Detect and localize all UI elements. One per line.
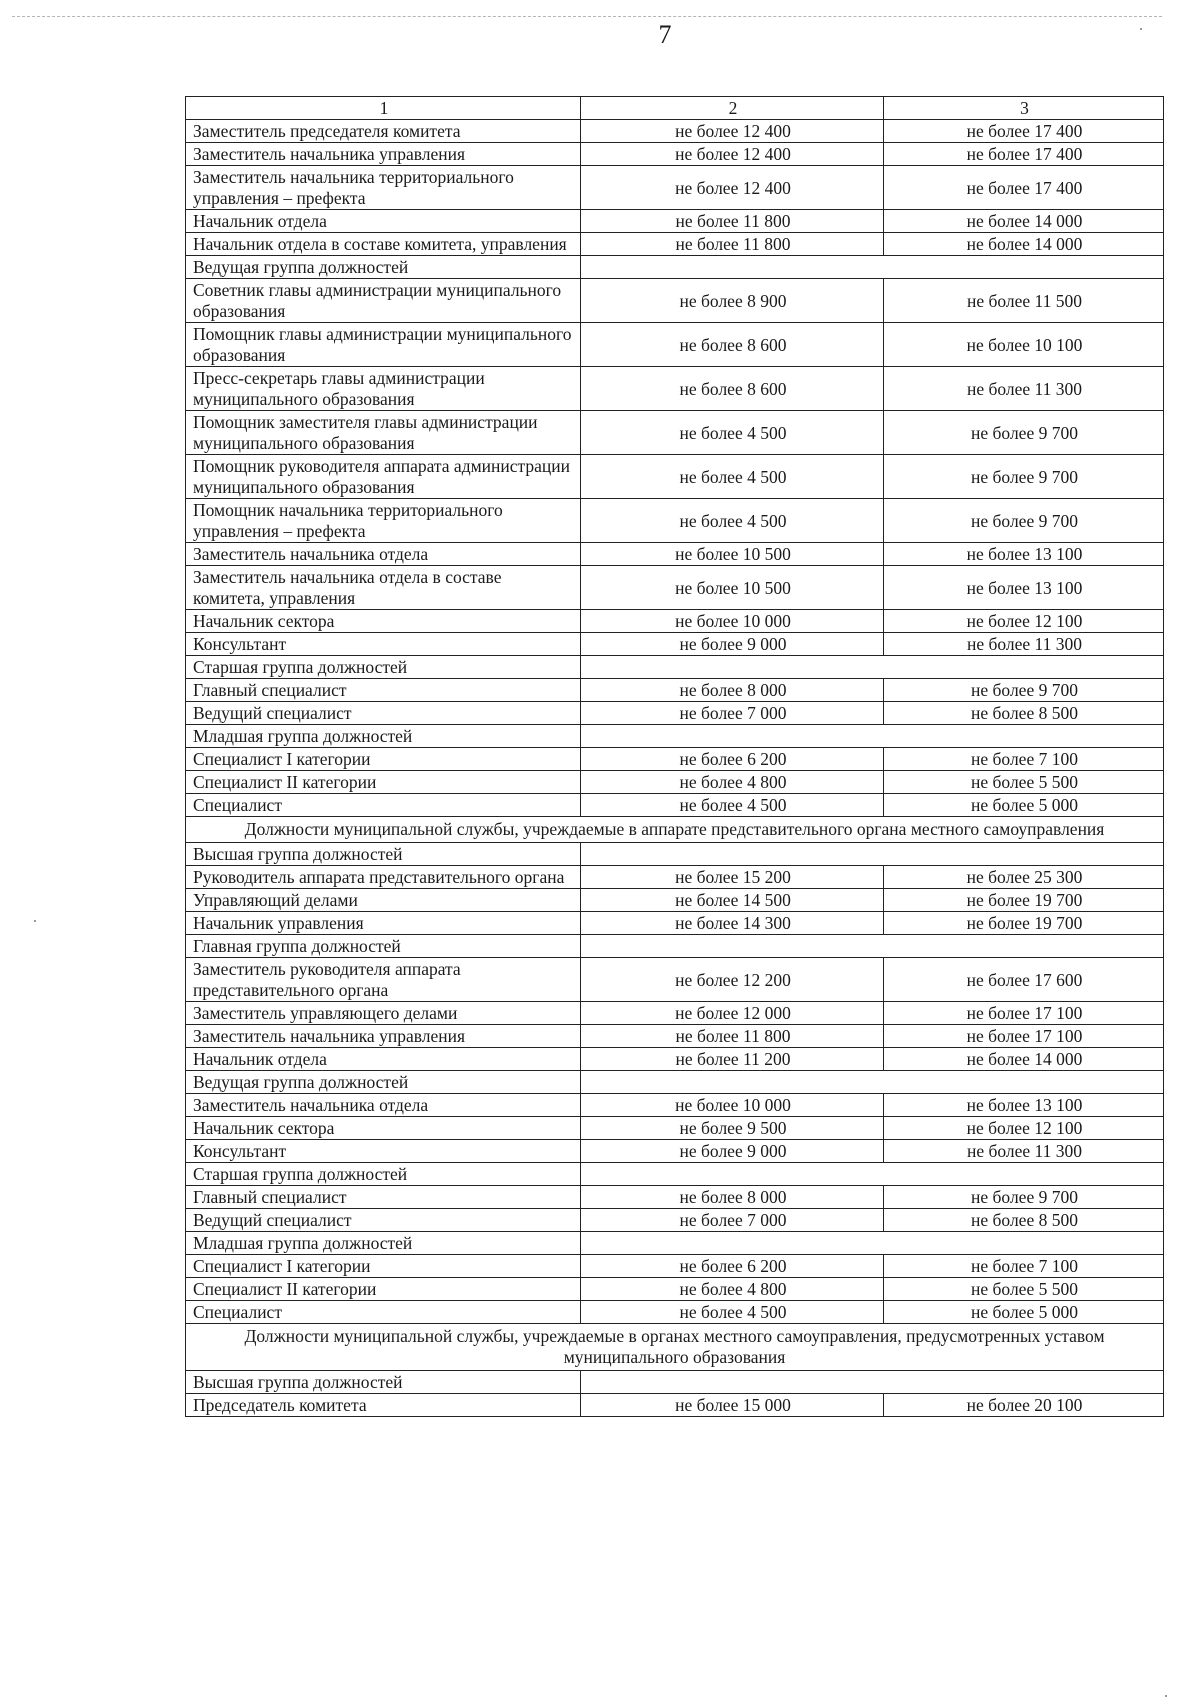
- table-row: [186, 958, 1164, 1002]
- section-title: Должности муниципальной службы, учреждаемые в аппарате представительного органа местного самоуправления: [186, 817, 1164, 843]
- salary-max-cell: не более 9 700: [884, 455, 1164, 499]
- salary-max-cell: не более 13 100: [884, 1094, 1164, 1117]
- position-name: Помощник начальника территориального управления – префекта: [186, 499, 581, 543]
- table-row: [186, 1117, 1164, 1140]
- group-empty-cell: [581, 725, 1164, 748]
- position-name: Советник главы администрации муниципального образования: [186, 279, 581, 323]
- position-name: Специалист: [186, 794, 581, 817]
- table-row: [186, 610, 1164, 633]
- table-row: [186, 771, 1164, 794]
- salary-min-cell: не более 12 400: [581, 143, 884, 166]
- position-name: Заместитель начальника управления: [186, 1025, 581, 1048]
- position-name: Начальник управления: [186, 912, 581, 935]
- salary-min-cell: не более 10 500: [581, 543, 884, 566]
- position-name: Заместитель начальника территориального управления – префекта: [186, 166, 581, 210]
- salary-min-cell: не более 6 200: [581, 1255, 884, 1278]
- salary-max-cell: не более 14 000: [884, 1048, 1164, 1071]
- salary-max-cell: не более 9 700: [884, 1186, 1164, 1209]
- salary-max-cell: не более 11 500: [884, 279, 1164, 323]
- salary-max-cell: не более 14 000: [884, 210, 1164, 233]
- salary-max-cell: не более 7 100: [884, 1255, 1164, 1278]
- table-row: [186, 1255, 1164, 1278]
- salary-min-cell: не более 4 500: [581, 1301, 884, 1324]
- salary-max-cell: не более 17 400: [884, 143, 1164, 166]
- position-name: Заместитель начальника отдела: [186, 1094, 581, 1117]
- salary-max-cell: не более 5 500: [884, 771, 1164, 794]
- position-name: Начальник сектора: [186, 610, 581, 633]
- table-group-row: [186, 843, 1164, 866]
- table-row: [186, 866, 1164, 889]
- position-name: Помощник заместителя главы администрации муниципального образования: [186, 411, 581, 455]
- table-row: [186, 1025, 1164, 1048]
- salary-min-cell: не более 7 000: [581, 702, 884, 725]
- salary-max-cell: не более 7 100: [884, 748, 1164, 771]
- table-section-row: [186, 817, 1164, 843]
- salary-min-cell: не более 4 800: [581, 1278, 884, 1301]
- salary-min-cell: не более 8 000: [581, 679, 884, 702]
- table-row: [186, 143, 1164, 166]
- position-name: Заместитель начальника отдела в составе комитета, управления: [186, 566, 581, 610]
- position-name: Начальник отдела: [186, 210, 581, 233]
- header-col-2: 2: [581, 97, 884, 120]
- table-row: [186, 543, 1164, 566]
- group-empty-cell: [581, 1371, 1164, 1394]
- table-row: [186, 1394, 1164, 1417]
- salary-max-cell: не более 25 300: [884, 866, 1164, 889]
- salary-min-cell: не более 14 300: [581, 912, 884, 935]
- group-empty-cell: [581, 1071, 1164, 1094]
- table-row: [186, 411, 1164, 455]
- table-row: [186, 323, 1164, 367]
- position-name: Начальник сектора: [186, 1117, 581, 1140]
- salary-max-cell: не более 20 100: [884, 1394, 1164, 1417]
- salary-table-body: [186, 97, 1164, 1417]
- table-row: [186, 1140, 1164, 1163]
- salary-min-cell: не более 11 800: [581, 233, 884, 256]
- group-empty-cell: [581, 843, 1164, 866]
- salary-min-cell: не более 11 800: [581, 210, 884, 233]
- group-title: Старшая группа должностей: [186, 1163, 581, 1186]
- salary-min-cell: не более 4 800: [581, 771, 884, 794]
- salary-max-cell: не более 5 000: [884, 794, 1164, 817]
- position-name: Председатель комитета: [186, 1394, 581, 1417]
- salary-max-cell: не более 9 700: [884, 499, 1164, 543]
- salary-max-cell: не более 5 500: [884, 1278, 1164, 1301]
- salary-min-cell: не более 15 000: [581, 1394, 884, 1417]
- table-group-row: [186, 1071, 1164, 1094]
- section-title: Должности муниципальной службы, учреждаемые в органах местного самоуправления, предусмотренных уставом муниципального образования: [186, 1324, 1164, 1371]
- group-title: Высшая группа должностей: [186, 1371, 581, 1394]
- salary-min-cell: не более 6 200: [581, 748, 884, 771]
- scan-edge-line: [12, 16, 1162, 17]
- position-name: Начальник отдела: [186, 1048, 581, 1071]
- position-name: Заместитель управляющего делами: [186, 1002, 581, 1025]
- table-row: [186, 702, 1164, 725]
- salary-min-cell: не более 4 500: [581, 499, 884, 543]
- table-row: [186, 889, 1164, 912]
- salary-min-cell: не более 12 000: [581, 1002, 884, 1025]
- group-title: Ведущая группа должностей: [186, 1071, 581, 1094]
- salary-max-cell: не более 17 400: [884, 120, 1164, 143]
- position-name: Специалист: [186, 1301, 581, 1324]
- table-row: [186, 1002, 1164, 1025]
- group-title: Главная группа должностей: [186, 935, 581, 958]
- position-name: Руководитель аппарата представительного органа: [186, 866, 581, 889]
- table-group-row: [186, 656, 1164, 679]
- table-section-row: [186, 1324, 1164, 1371]
- salary-table: [185, 96, 1164, 1417]
- table-group-row: [186, 935, 1164, 958]
- table-row: [186, 233, 1164, 256]
- table-row: [186, 748, 1164, 771]
- salary-min-cell: не более 11 200: [581, 1048, 884, 1071]
- salary-max-cell: не более 12 100: [884, 610, 1164, 633]
- position-name: Специалист II категории: [186, 771, 581, 794]
- salary-min-cell: не более 9 000: [581, 633, 884, 656]
- salary-min-cell: не более 9 000: [581, 1140, 884, 1163]
- salary-min-cell: не более 8 600: [581, 367, 884, 411]
- salary-min-cell: не более 8 900: [581, 279, 884, 323]
- position-name: Главный специалист: [186, 1186, 581, 1209]
- salary-min-cell: не более 10 500: [581, 566, 884, 610]
- position-name: Специалист I категории: [186, 1255, 581, 1278]
- position-name: Заместитель председателя комитета: [186, 120, 581, 143]
- position-name: Начальник отдела в составе комитета, управления: [186, 233, 581, 256]
- header-col-3: 3: [884, 97, 1164, 120]
- position-name: Специалист II категории: [186, 1278, 581, 1301]
- table-row: [186, 455, 1164, 499]
- table-row: [186, 1094, 1164, 1117]
- salary-max-cell: не более 14 000: [884, 233, 1164, 256]
- salary-max-cell: не более 17 600: [884, 958, 1164, 1002]
- table-row: [186, 367, 1164, 411]
- position-name: Главный специалист: [186, 679, 581, 702]
- position-name: Заместитель начальника управления: [186, 143, 581, 166]
- salary-max-cell: не более 11 300: [884, 367, 1164, 411]
- salary-min-cell: не более 8 600: [581, 323, 884, 367]
- salary-max-cell: не более 8 500: [884, 1209, 1164, 1232]
- table-row: [186, 1209, 1164, 1232]
- position-name: Помощник главы администрации муниципального образования: [186, 323, 581, 367]
- table-row: [186, 120, 1164, 143]
- salary-min-cell: не более 10 000: [581, 1094, 884, 1117]
- salary-max-cell: не более 17 400: [884, 166, 1164, 210]
- salary-min-cell: не более 8 000: [581, 1186, 884, 1209]
- position-name: Ведущий специалист: [186, 1209, 581, 1232]
- position-name: Заместитель руководителя аппарата представительного органа: [186, 958, 581, 1002]
- position-name: Заместитель начальника отдела: [186, 543, 581, 566]
- scan-speck: [34, 920, 36, 922]
- page-number: 7: [658, 20, 672, 49]
- salary-max-cell: не более 12 100: [884, 1117, 1164, 1140]
- salary-max-cell: не более 5 000: [884, 1301, 1164, 1324]
- salary-max-cell: не более 9 700: [884, 679, 1164, 702]
- salary-max-cell: не более 19 700: [884, 912, 1164, 935]
- table-row: [186, 633, 1164, 656]
- table-row: [186, 912, 1164, 935]
- table-group-row: [186, 1371, 1164, 1394]
- table-row: [186, 679, 1164, 702]
- group-title: Ведущая группа должностей: [186, 256, 581, 279]
- table-row: [186, 566, 1164, 610]
- salary-min-cell: не более 4 500: [581, 411, 884, 455]
- position-name: Ведущий специалист: [186, 702, 581, 725]
- group-empty-cell: [581, 1163, 1164, 1186]
- scan-speck: [1165, 1695, 1167, 1697]
- table-group-row: [186, 725, 1164, 748]
- position-name: Консультант: [186, 1140, 581, 1163]
- salary-max-cell: не более 17 100: [884, 1002, 1164, 1025]
- position-name: Консультант: [186, 633, 581, 656]
- group-title: Младшая группа должностей: [186, 1232, 581, 1255]
- salary-min-cell: не более 4 500: [581, 794, 884, 817]
- salary-max-cell: не более 13 100: [884, 566, 1164, 610]
- group-empty-cell: [581, 935, 1164, 958]
- position-name: Специалист I категории: [186, 748, 581, 771]
- table-row: [186, 1301, 1164, 1324]
- table-row: [186, 1048, 1164, 1071]
- salary-min-cell: не более 9 500: [581, 1117, 884, 1140]
- salary-max-cell: не более 13 100: [884, 543, 1164, 566]
- position-name: Управляющий делами: [186, 889, 581, 912]
- salary-min-cell: не более 10 000: [581, 610, 884, 633]
- salary-max-cell: не более 17 100: [884, 1025, 1164, 1048]
- table-group-row: [186, 1232, 1164, 1255]
- salary-min-cell: не более 12 400: [581, 166, 884, 210]
- group-empty-cell: [581, 656, 1164, 679]
- salary-min-cell: не более 11 800: [581, 1025, 884, 1048]
- table-group-row: [186, 1163, 1164, 1186]
- salary-max-cell: не более 9 700: [884, 411, 1164, 455]
- salary-min-cell: не более 15 200: [581, 866, 884, 889]
- salary-min-cell: не более 7 000: [581, 1209, 884, 1232]
- salary-max-cell: не более 11 300: [884, 633, 1164, 656]
- header-col-1: 1: [186, 97, 581, 120]
- salary-max-cell: не более 19 700: [884, 889, 1164, 912]
- salary-min-cell: не более 12 400: [581, 120, 884, 143]
- salary-max-cell: не более 11 300: [884, 1140, 1164, 1163]
- position-name: Пресс-секретарь главы администрации муниципального образования: [186, 367, 581, 411]
- salary-max-cell: не более 10 100: [884, 323, 1164, 367]
- table-row: [186, 166, 1164, 210]
- table-group-row: [186, 256, 1164, 279]
- group-empty-cell: [581, 1232, 1164, 1255]
- salary-min-cell: не более 4 500: [581, 455, 884, 499]
- table-header-row: [186, 97, 1164, 120]
- group-empty-cell: [581, 256, 1164, 279]
- table-row: [186, 1278, 1164, 1301]
- table-row: [186, 279, 1164, 323]
- table-row: [186, 1186, 1164, 1209]
- scan-speck: [1140, 28, 1142, 30]
- group-title: Младшая группа должностей: [186, 725, 581, 748]
- table-row: [186, 499, 1164, 543]
- group-title: Высшая группа должностей: [186, 843, 581, 866]
- salary-min-cell: не более 14 500: [581, 889, 884, 912]
- table-row: [186, 794, 1164, 817]
- salary-min-cell: не более 12 200: [581, 958, 884, 1002]
- position-name: Помощник руководителя аппарата администрации муниципального образования: [186, 455, 581, 499]
- group-title: Старшая группа должностей: [186, 656, 581, 679]
- salary-max-cell: не более 8 500: [884, 702, 1164, 725]
- table-row: [186, 210, 1164, 233]
